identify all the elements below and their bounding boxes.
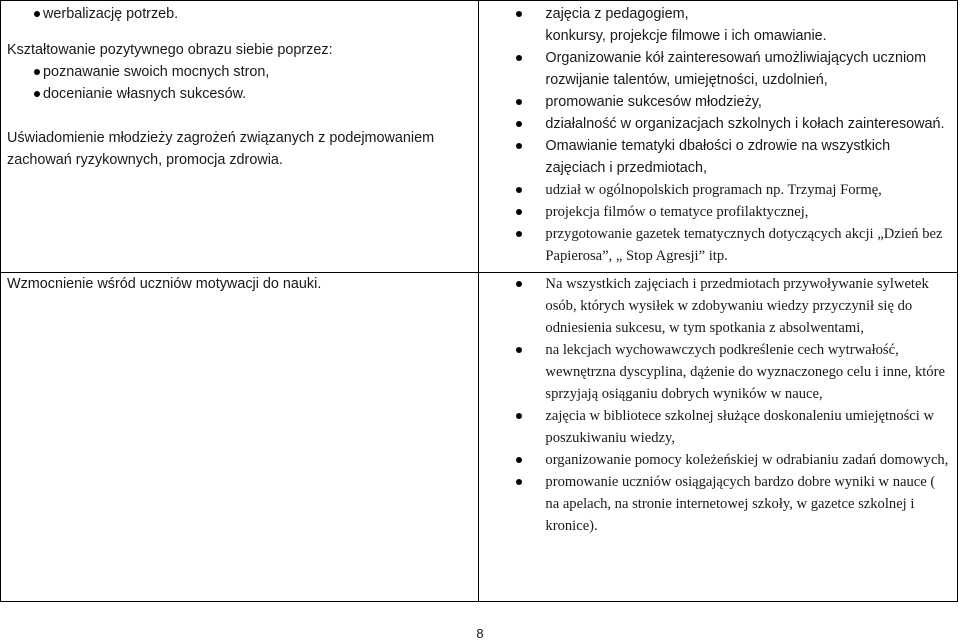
list-item: działalność w organizacjach szkolnych i kołach zainteresowań. (509, 113, 951, 135)
bullet-list (509, 273, 951, 537)
table-row (1, 273, 958, 602)
bullet-icon (516, 479, 522, 485)
bullet-list (7, 61, 478, 105)
list-item: udział w ogólnopolskich programach np. Trzymaj Formę, (509, 179, 951, 201)
list-item: na lekcjach wychowawczych podkreślenie cech wytrwałość, wewnętrzna dyscyplina, dążenie do wyznaczonego celu i inne, które sprzyjają osiąganiu dobrych wyników w nauce, (509, 339, 951, 405)
bullet-icon (516, 209, 522, 215)
table-cell-actions (479, 273, 958, 602)
bullet-icon (516, 121, 522, 127)
bullet-icon (516, 99, 522, 105)
paragraph: Wzmocnienie wśród uczniów motywacji do nauki. (7, 276, 322, 292)
list-item: Na wszystkich zajęciach i przedmiotach przywoływanie sylwetek osób, których wysiłek w zdobywaniu wiedzy przyczynił się do odniesienia sukcesu, w tym spotkania z absolwentami, (509, 273, 951, 339)
list-item: promowanie sukcesów młodzieży, (509, 91, 951, 113)
table-row (1, 1, 958, 273)
list-item: Organizowanie kół zainteresowań umożliwiających uczniom rozwijanie talentów, umiejętności, uzdolnień, (509, 47, 951, 91)
bullet-icon (516, 413, 522, 419)
bullet-icon (516, 55, 522, 61)
list-item: zajęcia w bibliotece szkolnej służące doskonaleniu umiejętności w poszukiwaniu wiedzy, (509, 405, 951, 449)
list-item: Omawianie tematyki dbałości o zdrowie na wszystkich zajęciach i przedmiotach, (509, 135, 951, 179)
list-item: przygotowanie gazetek tematycznych dotyczących akcji „Dzień bez Papierosa”, „ Stop Agresji” itp. (509, 223, 951, 267)
list-item: organizowanie pomocy koleżeńskiej w odrabianiu zadań domowych, (509, 449, 951, 471)
bullet-icon (516, 281, 522, 287)
paragraph: Kształtowanie pozytywnego obrazu siebie poprzez: (7, 42, 333, 58)
list-item: zajęcia z pedagogiem, konkursy, projekcje filmowe i ich omawianie. (509, 3, 951, 47)
bullet-icon (34, 69, 40, 75)
bullet-icon (516, 187, 522, 193)
bullet-icon (516, 11, 522, 17)
list-item: projekcja filmów o tematyce profilaktycznej, (509, 201, 951, 223)
bullet-icon (516, 231, 522, 237)
page-number: 8 (476, 626, 484, 641)
table-cell-actions (479, 1, 958, 273)
table-cell-goals (1, 1, 479, 273)
bullet-list (509, 3, 951, 267)
bullet-icon (516, 143, 522, 149)
list-item: docenianie własnych sukcesów. (7, 83, 478, 105)
paragraph: Uświadomienie młodzieży zagrożeń związanych z podejmowaniem zachowań ryzykownych, promocja zdrowia. (7, 130, 435, 168)
list-item: promowanie uczniów osiągających bardzo dobre wyniki w nauce ( na apelach, na stronie internetowej szkoły, w gazetce szkolnej i kronice). (509, 471, 951, 537)
bullet-icon (516, 457, 522, 463)
bullet-icon (34, 91, 40, 97)
list-item: poznawanie swoich mocnych stron, (7, 61, 478, 83)
bullet-icon (516, 347, 522, 353)
table-cell-goals (1, 273, 479, 602)
list-item: werbalizację potrzeb. (7, 3, 478, 25)
bullet-list (7, 3, 478, 25)
bullet-icon (34, 11, 40, 17)
